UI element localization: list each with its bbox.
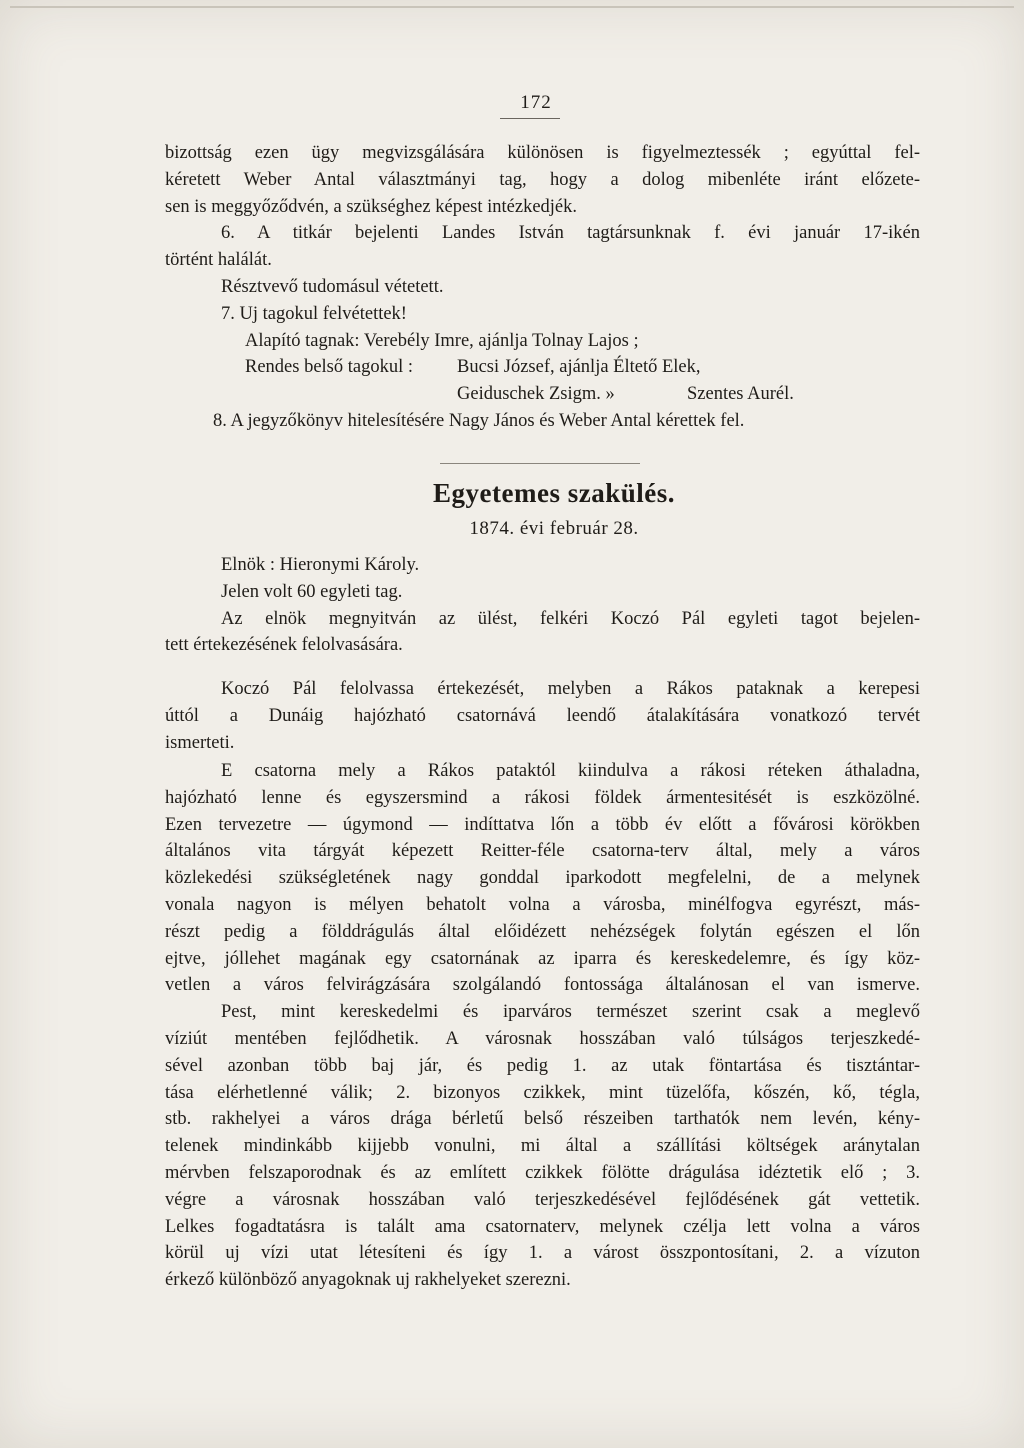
attendance-line: Jelen volt 60 egyleti tag. — [221, 581, 403, 602]
meeting-minutes — [165, 552, 920, 659]
body-line: Lelkes fogadtatásra is talált ama csatornaterv, melynek czélja lett volna a város — [165, 1216, 920, 1237]
text-line: kéretett Weber Antal választmányi tag, hogy a dolog mibenléte iránt előzete- — [165, 169, 920, 190]
item-6-line: 6. A titkár bejelenti Landes István tagtársunknak f. évi január 17-ikén — [221, 223, 920, 244]
regular-members-row-2 — [165, 381, 920, 408]
reading-line: ismerteti. — [165, 732, 235, 753]
body-line: általános vita tárgyát képezett Reitter-féle csatorna-terv által, mely a város — [165, 841, 920, 862]
section-title: Egyetemes szakülés. — [433, 478, 675, 508]
reading-paragraph — [165, 676, 920, 756]
body-line: végre a városnak hosszában való terjeszkedésével fejlődésének gát vettetik. — [165, 1189, 920, 1210]
founding-member: Alapító tagnak: Verebély Imre, ajánlja Tolnay Lajos ; — [245, 330, 639, 351]
item-6-line: történt halálát. — [165, 250, 272, 271]
body-line: részt pedig a földdrágulás által előidézett nehézségek folytán egészen el lőn — [165, 921, 920, 942]
body-line: vetlen a város felvirágzására szolgálandó fontossága általánosan el van ismerve. — [165, 975, 920, 996]
reading-line: Koczó Pál felolvassa értekezését, melyben a Rákos pataknak a kerepesi — [221, 679, 920, 699]
body-line: érkező különböző anyagoknak uj rakhelyeket szerezni. — [165, 1270, 571, 1291]
item-7: 7. Uj tagokul felvétettek! — [221, 303, 407, 324]
page-number: 172 — [520, 92, 552, 113]
item-6-note: Résztvevő tudomásul vétetett. — [221, 276, 444, 297]
regular-members-row — [165, 354, 920, 381]
opening-line: tett értekezésének felolvasására. — [165, 635, 403, 656]
body-line: ejtve, jóllehet magának egy csatornának az iparra és kereskedelemre, és így köz- — [165, 948, 920, 969]
regular-member-1: Bucsi József, ajánlja Éltető Elek, — [457, 357, 701, 378]
body-line: stb. rakhelyei a város drága bérletű belső részeiben tarthatók nem levén, kény- — [165, 1109, 920, 1130]
page-number-rule — [500, 118, 560, 119]
body-line: vonala nagyon is mélyen behatolt volna a városba, minélfogva egyrészt, más- — [165, 894, 920, 915]
regular-members-label: Rendes belső tagokul : — [245, 357, 414, 378]
section-date: 1874. évi február 28. — [469, 518, 639, 539]
body-line: közlekedési szükségletének nagy gonddal iparkodott megfelelni, de a melynek — [165, 868, 920, 889]
main-paragraph — [165, 758, 920, 1294]
body-line: hajózható lenne és egyszersmind a rákosi földek ármentesitését is eszközölné. — [165, 787, 920, 808]
text-line: sen is meggyőződvén, a szükséghez képest intézkedjék. — [165, 196, 578, 217]
body-line: körül uj vízi utat létesíteni és így 1. a várost összpontosítani, 2. a vízuton — [165, 1243, 920, 1264]
regular-member-2-recommender: Szentes Aurél. — [687, 384, 794, 405]
body-line: tása elérhetlenné válik; 2. bizonyos czikkek, mint tüzelőfa, kőszén, kő, tégla, — [165, 1082, 920, 1103]
body-line: Pest, mint kereskedelmi és iparváros természet szerint csak a meglevő — [221, 1002, 920, 1023]
body-line: telenek mindinkább kijjebb vonulni, mi által a szállítási költségek aránytalan — [165, 1136, 920, 1157]
body-line: víziút mentében fejlődhetik. A városnak hosszában való túlságos terjeszkedé- — [165, 1028, 920, 1049]
body-line: Ezen tervezetre — úgymond — indíttatva lőn a több év előtt a fővárosi körökben — [165, 814, 920, 835]
regular-member-2: Geiduschek Zsigm. » — [457, 384, 615, 405]
body-line: E csatorna mely a Rákos pataktól kiindulva a rákosi réteken áthaladna, — [221, 761, 920, 781]
opening-line: Az elnök megnyitván az ülést, felkéri Koczó Pál egyleti tagot bejelen- — [221, 608, 920, 629]
body-line: sével azonban több baj jár, és pedig 1. az utak föntartása és tisztántar- — [165, 1055, 920, 1076]
section-divider — [440, 463, 640, 464]
page-edge — [10, 6, 1014, 8]
chair-line: Elnök : Hieronymi Károly. — [221, 555, 420, 575]
body-line: mérvben felszaporodnak és az említett czikkek fölötte drágulása idéztetik elő ; 3. — [165, 1162, 920, 1183]
continuation-paragraph — [165, 140, 920, 435]
item-8: 8. A jegyzőkönyv hitelesítésére Nagy János és Weber Antal kérettek fel. — [213, 410, 745, 431]
reading-line: úttól a Dunáig hajózható csatornává leendő átalakítására vonatkozó tervét — [165, 705, 920, 726]
text-line: bizottság ezen ügy megvizsgálására különösen is figyelmeztessék ; egyúttal fel- — [165, 143, 920, 163]
